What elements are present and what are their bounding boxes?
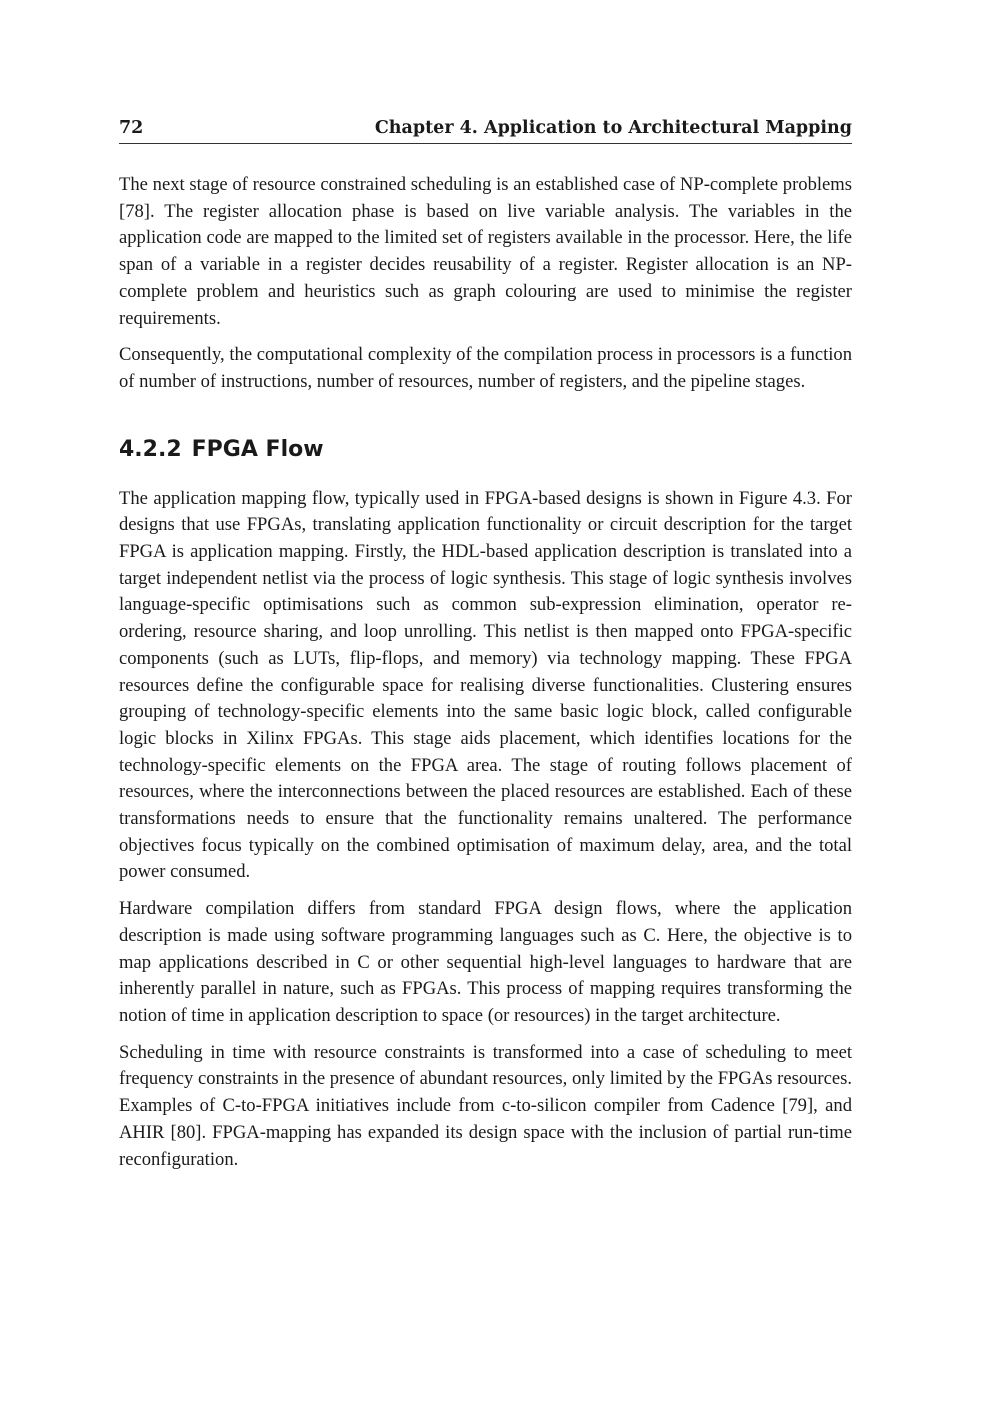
section-title: FPGA Flow (191, 436, 324, 462)
running-header (119, 118, 852, 144)
paragraph-scheduling: Scheduling in time with resource constraints is transformed into a case of scheduling to meet frequency constraints in the presence of abundant resources, only limited by the FPGAs resources. Examples of C-to-FPGA initiatives include from c-to-silicon compiler from Cadence [79], and AHIR [80]. FPGA-mapping has expanded its design space with the inclusion of partial run-time reconfiguration. (119, 1041, 852, 1170)
paragraph-np-complete: The next stage of resource constrained scheduling is an established case of NP-complete problems [78]. The register allocation phase is based on live variable analysis. The variables in the application code are mapped to the limited set of registers available in the processor. Here, the life span of a variable in a register decides reusability of a register. Register allocation is an NP-complete problem and heuristics such as graph colouring are used to minimise the register requirements. (119, 174, 852, 329)
paragraph-hardware-compilation: Hardware compilation differs from standard FPGA design flows, where the application description is made using software programming languages such as C. Here, the objective is to map applications described in C or other sequential high-level languages to hardware that are inherently parallel in nature, such as FPGAs. This process of mapping requires transforming the notion of time in application description to space (or resources) in the target architecture. (119, 898, 852, 1026)
section-heading (119, 436, 852, 464)
chapter-title: Chapter 4. Application to Architectural Mapping (374, 118, 852, 138)
body-text (119, 172, 852, 1173)
page (119, 118, 852, 1183)
section-number: 4.2.2 (119, 436, 182, 462)
page-number: 72 (119, 118, 144, 138)
paragraph-complexity: Consequently, the computational complexity of the compilation process in processors is a function of number of instructions, number of resources, number of registers, and the pipeline stages. (119, 344, 852, 392)
paragraph-fpga-flow: The application mapping flow, typically used in FPGA-based designs is shown in Figure 4.3. For designs that use FPGAs, translating application functionality or circuit description for the target FPGA is application mapping. Firstly, the HDL-based application description is translated into a target independent netlist via the process of logic synthesis. This stage of logic synthesis involves language-specific optimisations such as common sub-expression elimination, operator re-ordering, resource sharing, and loop unrolling. This netlist is then mapped onto FPGA-specific components (such as LUTs, flip-flops, and memory) via technology mapping. These FPGA resources define the configurable space for realising diverse functionalities. Clustering ensures grouping of technology-specific elements into the same basic logic block, called configurable logic blocks in Xilinx FPGAs. This stage aids placement, which identifies locations for the technology-specific elements on the FPGA area. The stage of routing follows placement of resources, where the interconnections between the placed resources are established. Each of these transformations needs to ensure that the functionality remains unaltered. The performance objectives focus typically on the combined optimisation of maximum delay, area, and the total power consumed. (119, 487, 852, 883)
